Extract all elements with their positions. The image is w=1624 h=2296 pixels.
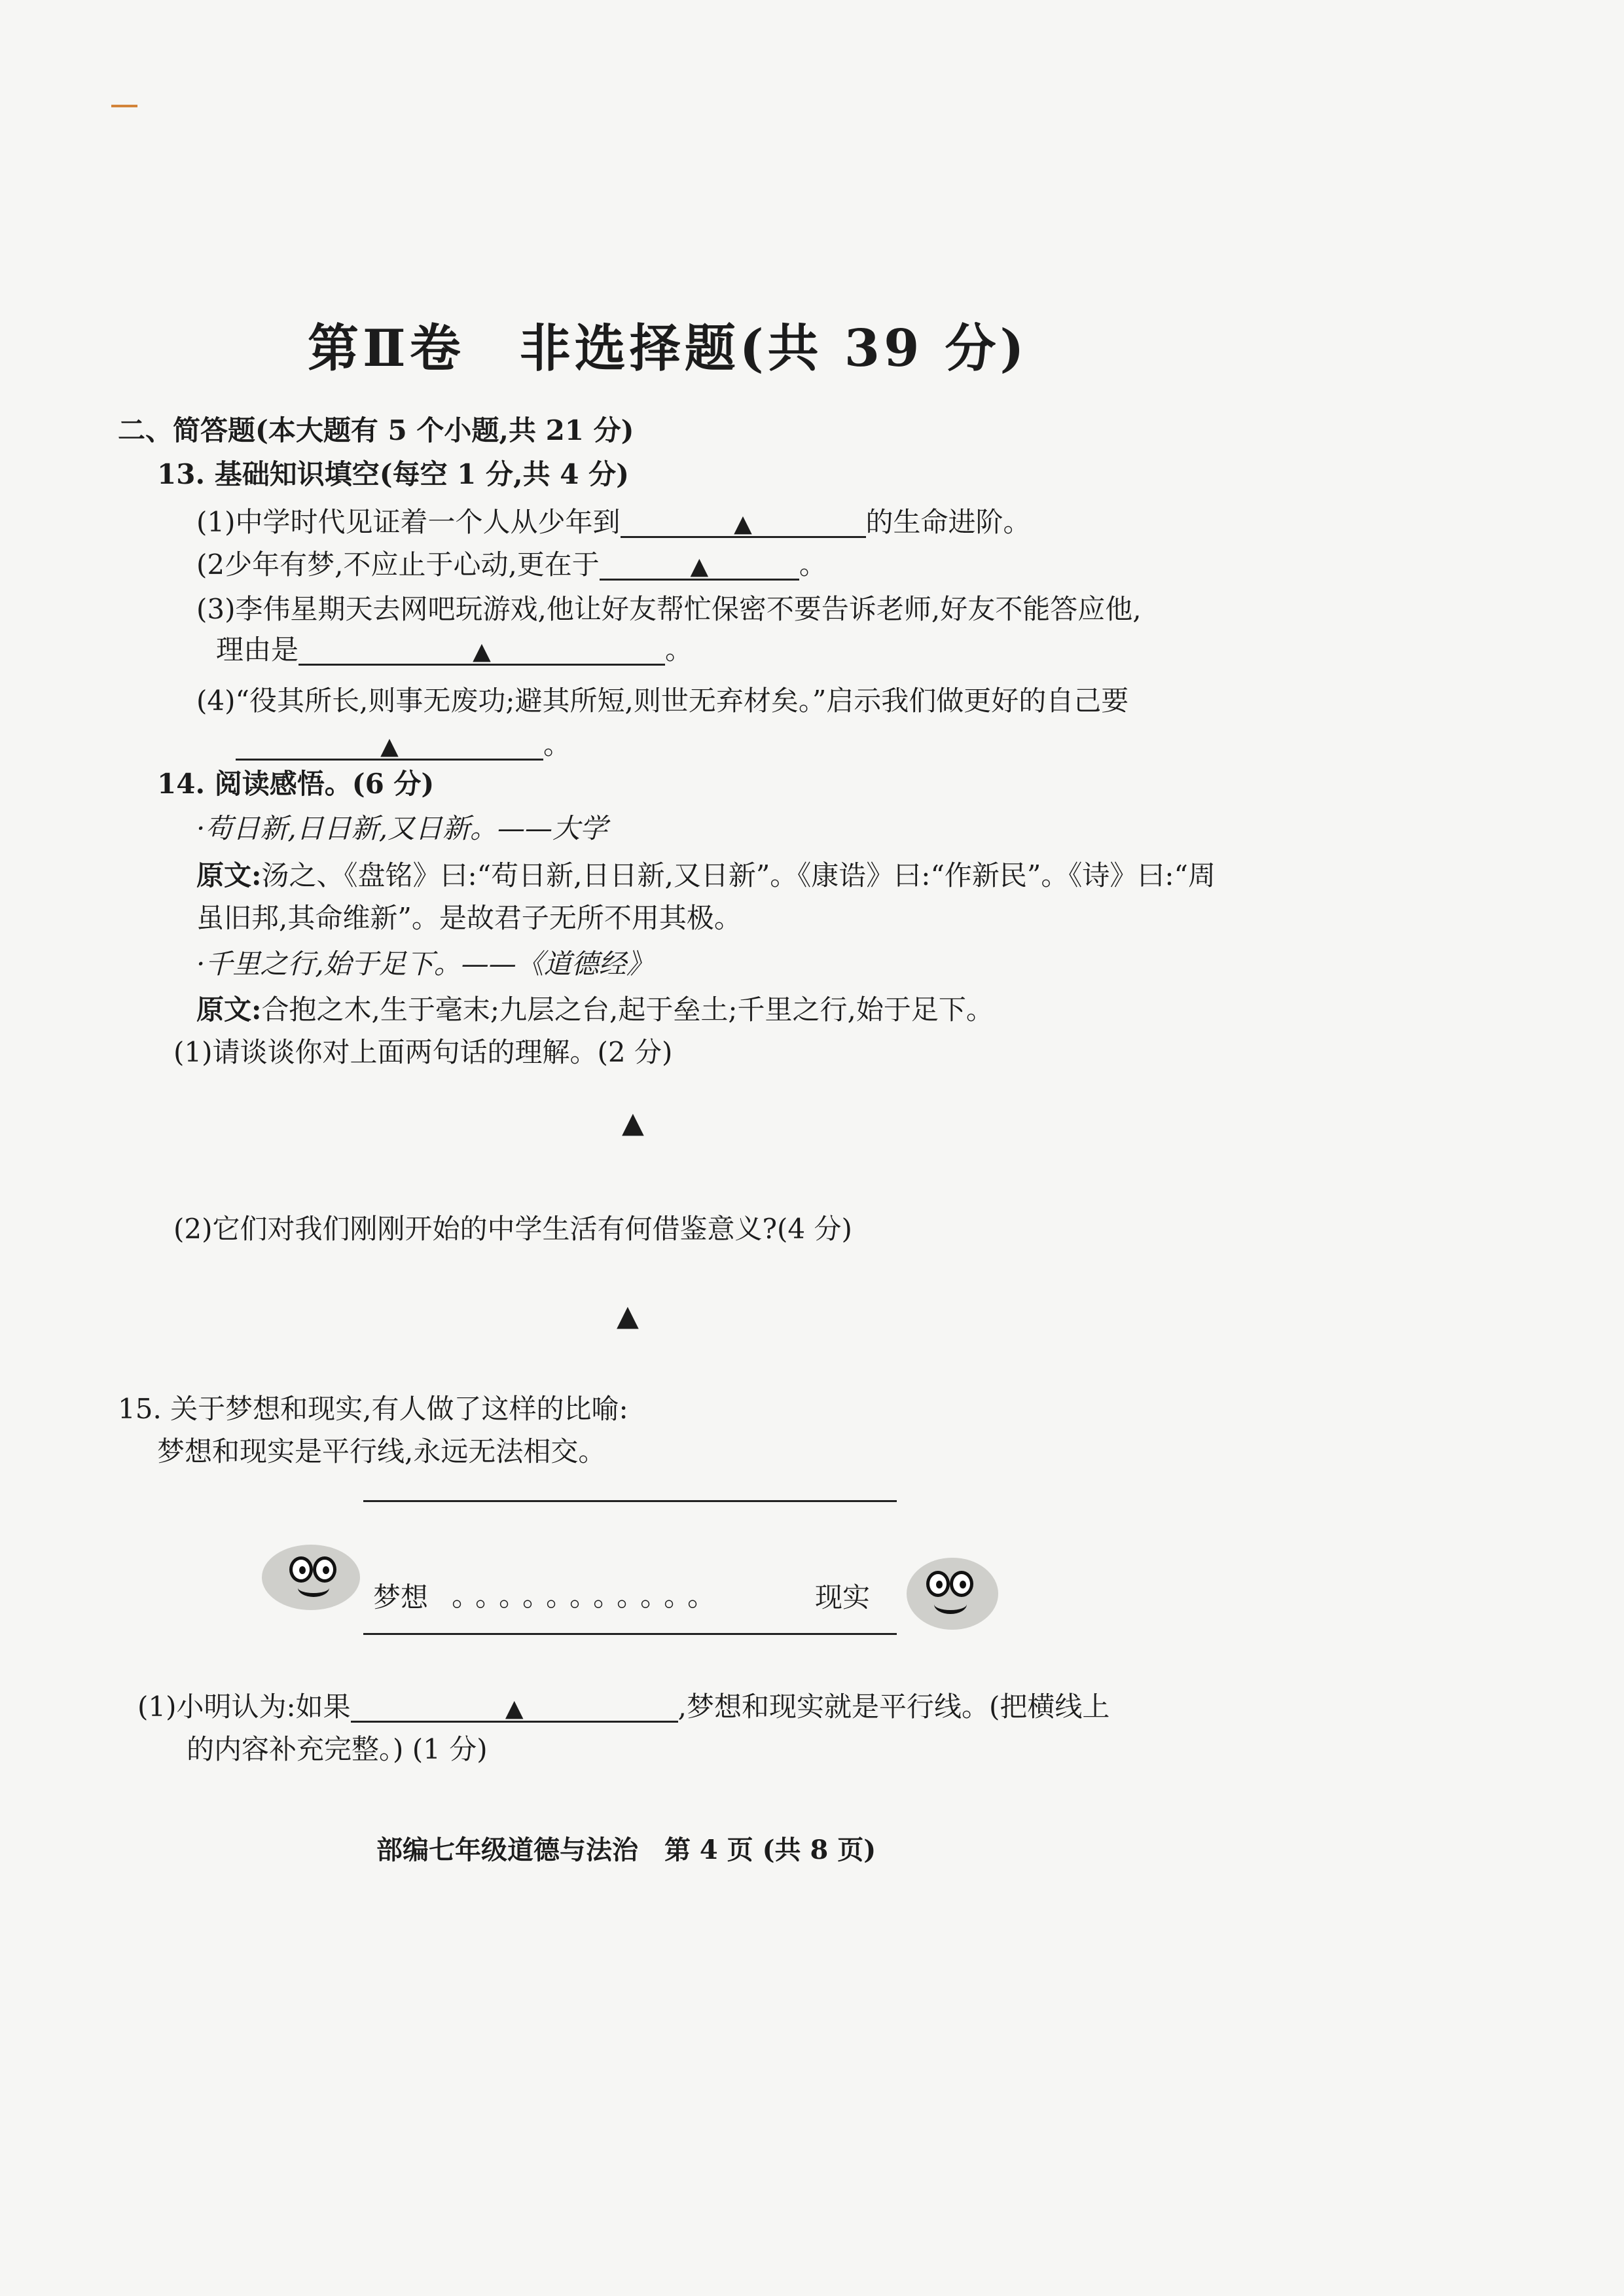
- answer-marker-icon: ▲: [734, 511, 752, 537]
- q14-sub1: (1)请谈谈你对上面两句话的理解。(2 分): [173, 1036, 673, 1068]
- q14-original2-text: 合抱之木,生于毫末;九层之台,起于垒土;千里之行,始于足下。: [261, 994, 994, 1026]
- q13-title: 13. 基础知识填空(每空 1 分,共 4 分): [157, 458, 629, 490]
- q14-original2-label: 原文:: [196, 994, 262, 1026]
- q13-item1-text: (1)中学时代见证着一个人从少年到: [196, 506, 621, 538]
- page-footer: 部编七年级道德与法治 第 4 页 (共 8 页): [376, 1835, 876, 1865]
- q13-item1-text-end: 的生命进阶。: [865, 506, 1031, 538]
- q14-quote2: ·千里之行,始于足下。——《道德经》: [196, 948, 654, 980]
- parallel-line-top: [363, 1500, 897, 1502]
- answer-marker-icon: ▲: [380, 733, 399, 760]
- q13-item2: [196, 543, 827, 583]
- q13-item3-text-end: 。: [665, 634, 693, 666]
- scan-corner-mark: [111, 105, 137, 107]
- page-heading: 第Ⅱ卷 非选择题(共 39 分): [308, 319, 1028, 378]
- q14-sub1-answer-marker-icon: ▲: [622, 1106, 644, 1139]
- smiley-face-left-icon: [262, 1545, 360, 1610]
- diagram-dots: 。。。。。。。。。。。: [452, 1579, 725, 1613]
- section-title: 二、简答题(本大题有 5 个小题,共 21 分): [118, 414, 634, 446]
- q15-sub1-line1: [137, 1685, 1110, 1725]
- q13-item4-text-end: 。: [543, 728, 571, 761]
- q14-quote1: ·苟日新,日日新,又日新。——大学: [196, 812, 608, 844]
- q14-sub2-answer-marker-icon: ▲: [617, 1299, 639, 1333]
- q13-item1: [196, 501, 1031, 540]
- diagram-reality-label: 现实: [815, 1581, 871, 1613]
- q14-original2: [196, 988, 994, 1028]
- q14-title: 14. 阅读感悟。(6 分): [157, 768, 435, 800]
- q15-sub1-line2: 的内容补充完整。) (1 分): [187, 1733, 488, 1765]
- q14-sub2: (2)它们对我们刚刚开始的中学生活有何借鉴意义?(4 分): [173, 1213, 852, 1245]
- q14-original1-label: 原文:: [196, 859, 262, 891]
- q13-item2-text: (2少年有梦,不应止于心动,更在于: [196, 548, 600, 581]
- answer-marker-icon: ▲: [505, 1695, 524, 1722]
- q13-item4-blank[interactable]: [236, 731, 543, 761]
- smiley-face-right-icon: [907, 1558, 998, 1630]
- q13-item3-line1: (3)李伟星期天去网吧玩游戏,他让好友帮忙保密不要告诉老师,好友不能答应他,: [196, 593, 1142, 625]
- q13-item4-line2: [236, 723, 571, 762]
- q13-item3-blank[interactable]: [298, 636, 665, 666]
- q13-item4-line1: (4)“役其所长,则事无废功;避其所短,则世无弃材矣。”启示我们做更好的自己要: [196, 685, 1129, 717]
- answer-marker-icon: ▲: [690, 553, 709, 580]
- q13-item3-line2: [216, 628, 693, 668]
- diagram-dream-label: 梦想: [373, 1581, 429, 1613]
- q13-item3-text: 理由是: [216, 634, 299, 666]
- q15-sub1-text: (1)小明认为:如果: [137, 1691, 351, 1723]
- q14-original1-line2: 虽旧邦,其命维新”。是故君子无所不用其极。: [196, 902, 742, 934]
- q15-sub1-text-end: ,梦想和现实就是平行线。(把横线上: [677, 1691, 1110, 1723]
- answer-marker-icon: ▲: [473, 638, 491, 665]
- q13-item2-blank[interactable]: [600, 551, 799, 581]
- q14-original1-line1: [196, 854, 1216, 893]
- q13-item1-blank[interactable]: [621, 509, 866, 538]
- q14-original1-text: 汤之、《盘铭》曰:“苟日新,日日新,又日新”。《康诰》曰:“作新民”。《诗》曰:“周: [261, 859, 1216, 891]
- q13-item2-text-end: 。: [799, 548, 827, 581]
- q15-title: 15. 关于梦想和现实,有人做了这样的比喻:: [118, 1393, 628, 1425]
- q15-statement: 梦想和现实是平行线,永远无法相交。: [157, 1435, 606, 1467]
- q15-sub1-blank[interactable]: [351, 1693, 678, 1723]
- parallel-line-bottom: [363, 1633, 897, 1635]
